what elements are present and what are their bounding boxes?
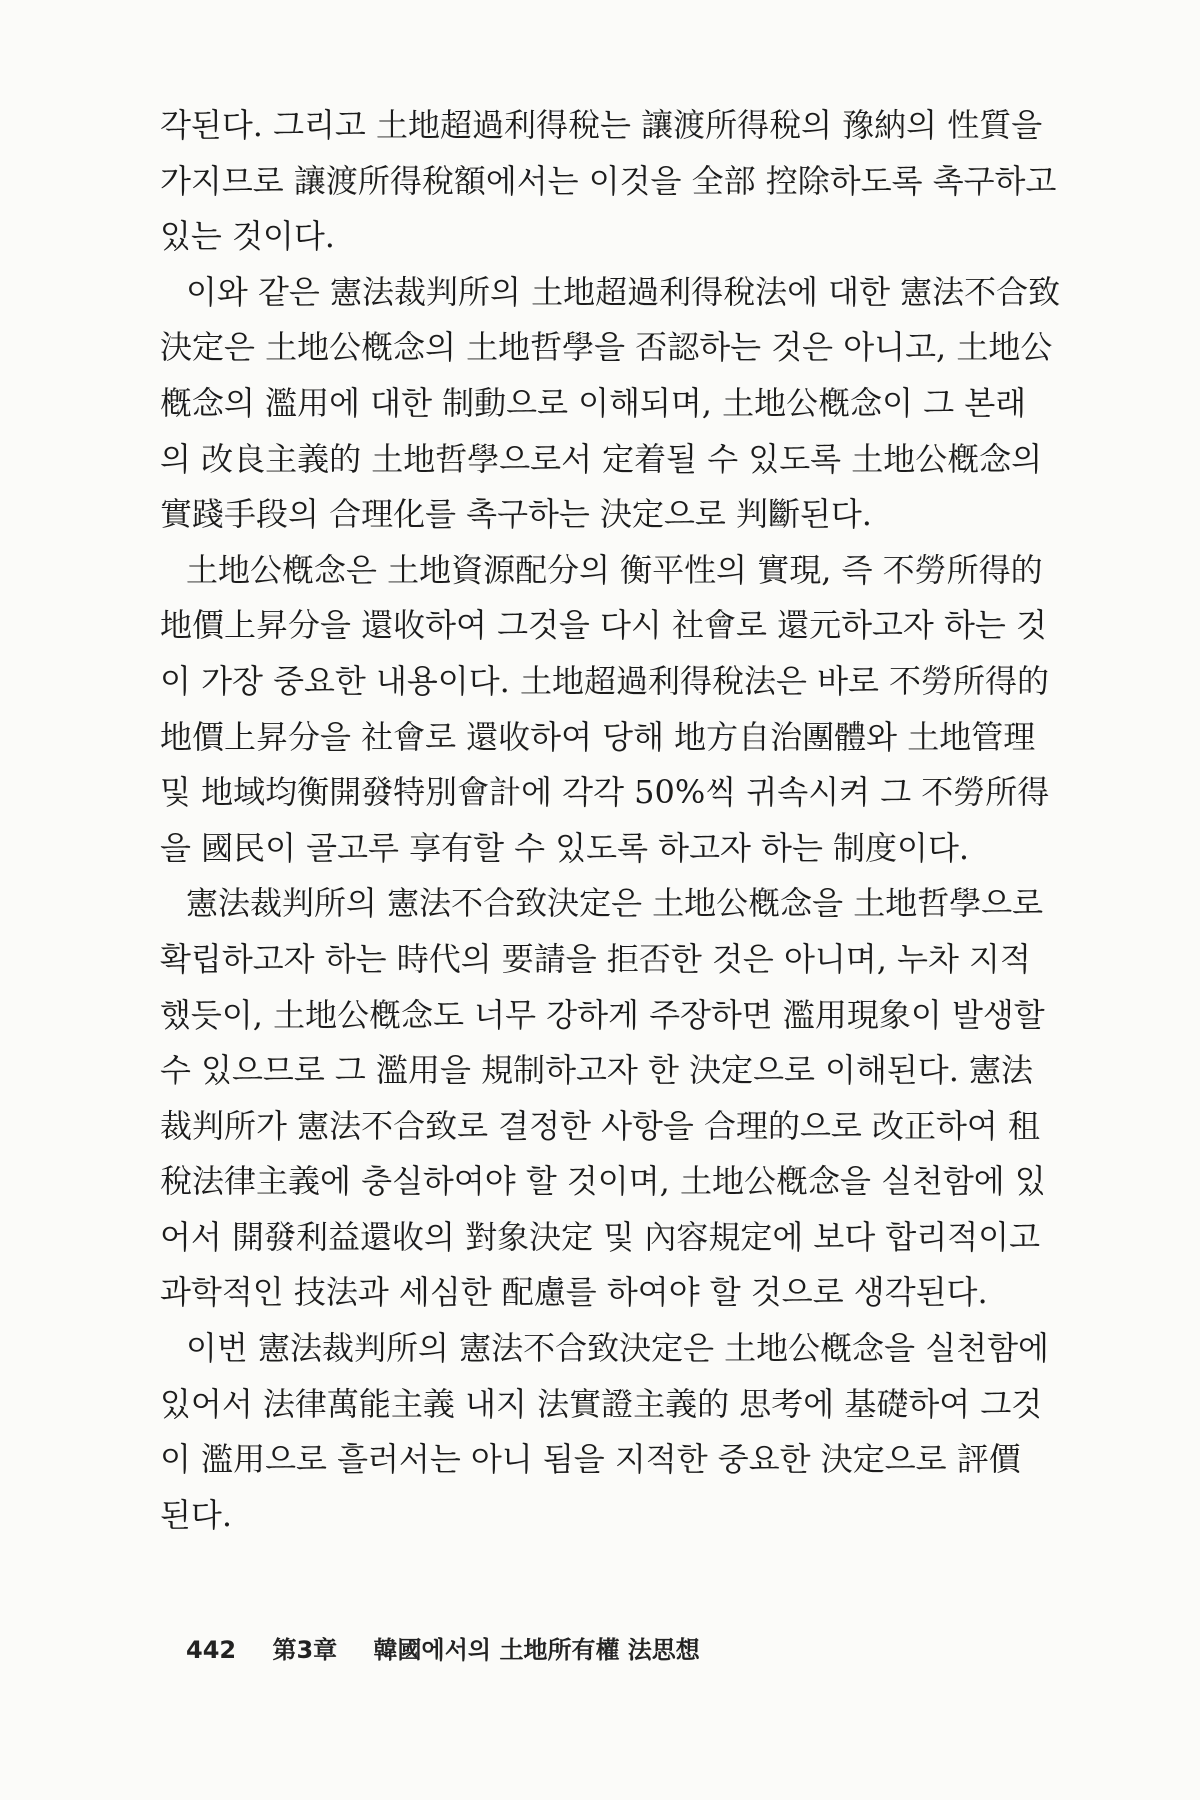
- text-line: 이 濫用으로 흘러서는 아니 됨을 지적한 중요한 決定으로 評價: [160, 1440, 1021, 1479]
- text-line: 이번 憲法裁判所의 憲法不合致決定은 土地公槪念을 실천함에: [186, 1329, 1049, 1368]
- text-line: 어서 開發利益還收의 對象決定 및 內容規定에 보다 합리적이고: [160, 1217, 1040, 1256]
- paragraph-4: [160, 876, 1046, 1321]
- text-line: 裁判所가 憲法不合致로 결정한 사항을 合理的으로 改正하여 租: [160, 1106, 1040, 1145]
- text-line: 했듯이, 土地公槪念도 너무 강하게 주장하면 濫用現象이 발생할: [160, 995, 1045, 1034]
- text-line: 수 있으므로 그 濫用을 規制하고자 한 決定으로 이해된다. 憲法: [160, 1051, 1034, 1090]
- text-line: 의 改良主義的 土地哲學으로서 定着될 수 있도록 土地公槪念의: [160, 439, 1043, 478]
- text-line: 이 가장 중요한 내용이다. 土地超過利得稅法은 바로 不勞所得的: [160, 661, 1050, 700]
- page-footer: [186, 1630, 700, 1670]
- text-line: 확립하고자 하는 時代의 要請을 拒否한 것은 아니며, 누차 지적: [160, 939, 1031, 978]
- text-line: 決定은 土地公槪念의 土地哲學을 否認하는 것은 아니고, 土地公: [160, 328, 1053, 367]
- text-line: 을 國民이 골고루 享有할 수 있도록 하고자 하는 制度이다.: [160, 828, 970, 867]
- page-number: 442: [186, 1636, 237, 1664]
- body-text: [160, 98, 1061, 1543]
- text-line: 實踐手段의 合理化를 촉구하는 決定으로 判斷된다.: [160, 495, 872, 534]
- text-line: 이와 같은 憲法裁判所의 土地超過利得稅法에 대한 憲法不合致: [186, 272, 1061, 311]
- paragraph-5: [160, 1321, 1049, 1543]
- text-line: 과학적인 技法과 세심한 配慮를 하여야 할 것으로 생각된다.: [160, 1273, 988, 1312]
- text-line: 및 地域均衡開發特別會計에 각각 50%씩 귀속시켜 그 不勞所得: [160, 773, 1050, 812]
- text-line: 있는 것이다.: [160, 217, 335, 256]
- paragraph-1: [160, 98, 1057, 265]
- text-line: 槪念의 濫用에 대한 制動으로 이해되며, 土地公槪念이 그 본래: [160, 383, 1027, 422]
- text-line: 있어서 法律萬能主義 내지 法實證主義的 思考에 基礎하여 그것: [160, 1384, 1043, 1423]
- chapter-label: 第3章: [272, 1636, 338, 1664]
- text-line: 憲法裁判所의 憲法不合致決定은 土地公槪念을 土地哲學으로: [186, 884, 1044, 923]
- text-line: 地價上昇分을 還收하여 그것을 다시 社會로 還元하고자 하는 것: [160, 606, 1047, 645]
- text-line: 가지므로 讓渡所得稅額에서는 이것을 全部 控除하도록 촉구하고: [160, 161, 1057, 200]
- text-line: 土地公槪念은 土地資源配分의 衡平性의 實現, 즉 不勞所得的: [186, 550, 1043, 589]
- text-line: 각된다. 그리고 土地超過利得稅는 讓渡所得稅의 豫納의 性質을: [160, 106, 1043, 144]
- text-line: 地價上昇分을 社會로 還收하여 당해 地方自治團體와 土地管理: [160, 717, 1036, 756]
- chapter-title: 韓國에서의 土地所有權 法思想: [373, 1636, 700, 1664]
- paragraph-2: [160, 265, 1061, 543]
- text-line: 稅法律主義에 충실하여야 할 것이며, 土地公槪念을 실천함에 있: [160, 1162, 1046, 1201]
- text-line: 된다.: [160, 1495, 232, 1534]
- paragraph-3: [160, 543, 1050, 877]
